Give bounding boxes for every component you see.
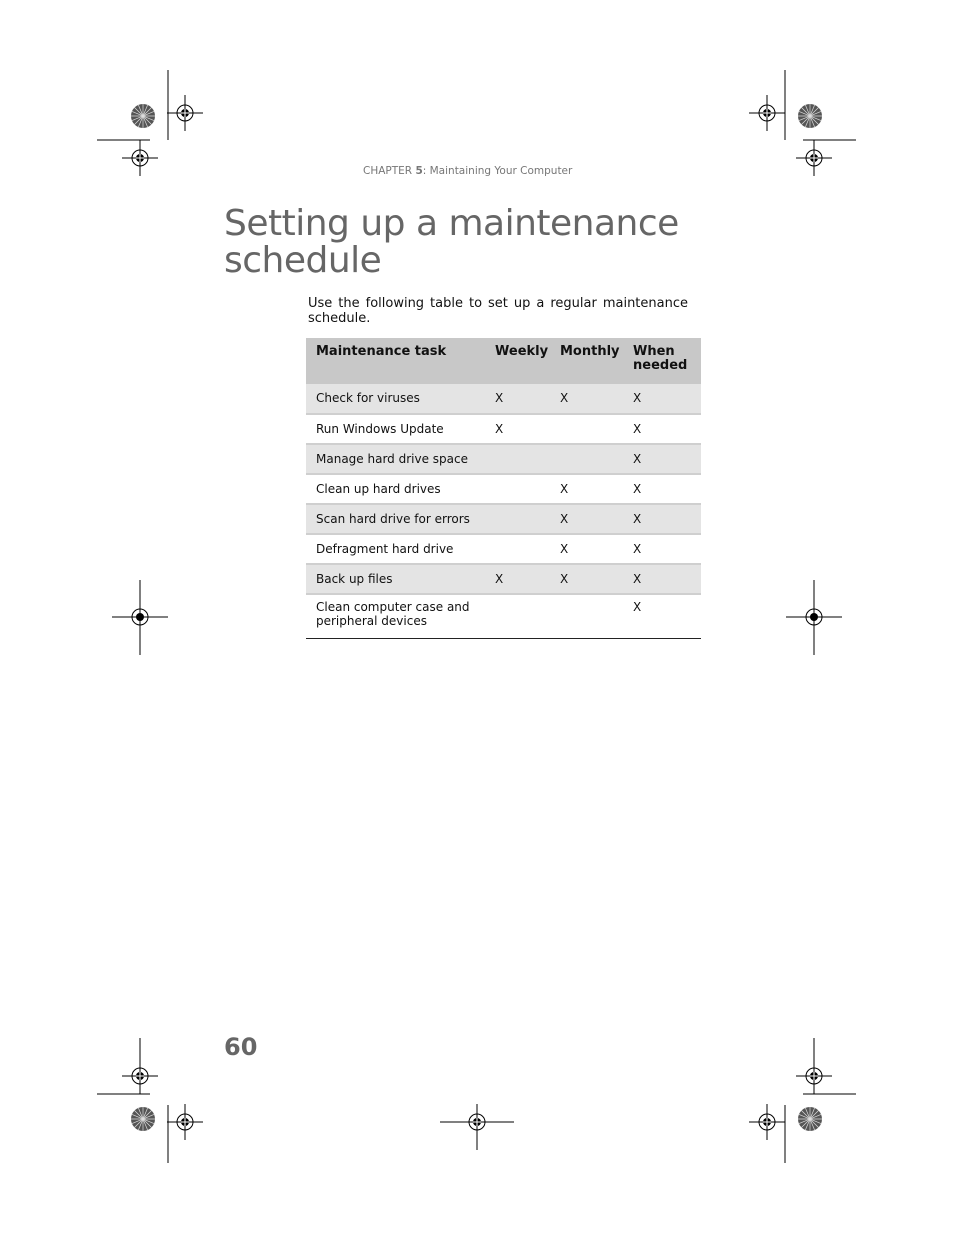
monthly-cell: X bbox=[550, 564, 623, 594]
table-row bbox=[306, 594, 701, 638]
table-row bbox=[306, 444, 701, 474]
column-header-when-needed: When needed bbox=[623, 338, 701, 384]
chapter-label: CHAPTER bbox=[363, 165, 416, 177]
monthly-cell bbox=[550, 594, 623, 638]
column-header-weekly: Weekly bbox=[485, 338, 550, 384]
weekly-cell bbox=[485, 474, 550, 504]
table-row bbox=[306, 474, 701, 504]
weekly-cell bbox=[485, 444, 550, 474]
table-row bbox=[306, 384, 701, 414]
intro-paragraph: Use the following table to set up a regular maintenance schedule. bbox=[308, 296, 688, 326]
crop-mark-bottom-right bbox=[749, 1038, 856, 1163]
column-header-task: Maintenance task bbox=[306, 338, 485, 384]
crop-mark-top-left bbox=[97, 70, 203, 176]
chapter-title: : Maintaining Your Computer bbox=[422, 165, 573, 177]
task-cell: Back up files bbox=[306, 564, 485, 594]
registration-mark-middle-right bbox=[796, 599, 832, 635]
when-needed-cell: X bbox=[623, 384, 701, 414]
task-cell: Clean computer case and peripheral devices bbox=[306, 594, 485, 638]
when-needed-cell: X bbox=[623, 564, 701, 594]
monthly-cell bbox=[550, 444, 623, 474]
maintenance-table-container bbox=[306, 338, 701, 639]
when-needed-cell: X bbox=[623, 474, 701, 504]
crop-mark-top-right bbox=[749, 70, 856, 176]
task-cell: Scan hard drive for errors bbox=[306, 504, 485, 534]
monthly-cell: X bbox=[550, 534, 623, 564]
when-needed-cell: X bbox=[623, 594, 701, 638]
monthly-cell: X bbox=[550, 504, 623, 534]
maintenance-schedule-table bbox=[306, 338, 701, 639]
when-needed-cell: X bbox=[623, 444, 701, 474]
page-number: 60 bbox=[224, 1033, 258, 1061]
task-cell: Defragment hard drive bbox=[306, 534, 485, 564]
crop-mark-bottom-left bbox=[97, 1038, 203, 1163]
when-needed-cell: X bbox=[623, 504, 701, 534]
when-needed-cell: X bbox=[623, 414, 701, 444]
table-row bbox=[306, 414, 701, 444]
task-cell: Manage hard drive space bbox=[306, 444, 485, 474]
weekly-cell: X bbox=[485, 564, 550, 594]
task-cell: Clean up hard drives bbox=[306, 474, 485, 504]
table-row bbox=[306, 534, 701, 564]
running-header bbox=[363, 165, 572, 177]
monthly-cell: X bbox=[550, 384, 623, 414]
page-title: Setting up a maintenance schedule bbox=[224, 203, 679, 281]
weekly-cell bbox=[485, 534, 550, 564]
monthly-cell: X bbox=[550, 474, 623, 504]
weekly-cell: X bbox=[485, 384, 550, 414]
table-row bbox=[306, 504, 701, 534]
chapter-number: 5 bbox=[415, 165, 423, 177]
when-needed-cell: X bbox=[623, 534, 701, 564]
table-row bbox=[306, 564, 701, 594]
registration-mark-middle-left bbox=[122, 599, 158, 635]
weekly-cell: X bbox=[485, 414, 550, 444]
task-cell: Check for viruses bbox=[306, 384, 485, 414]
monthly-cell bbox=[550, 414, 623, 444]
weekly-cell bbox=[485, 594, 550, 638]
column-header-monthly: Monthly bbox=[550, 338, 623, 384]
registration-mark-bottom-center bbox=[440, 1104, 514, 1150]
weekly-cell bbox=[485, 504, 550, 534]
task-cell: Run Windows Update bbox=[306, 414, 485, 444]
table-header-row bbox=[306, 338, 701, 384]
